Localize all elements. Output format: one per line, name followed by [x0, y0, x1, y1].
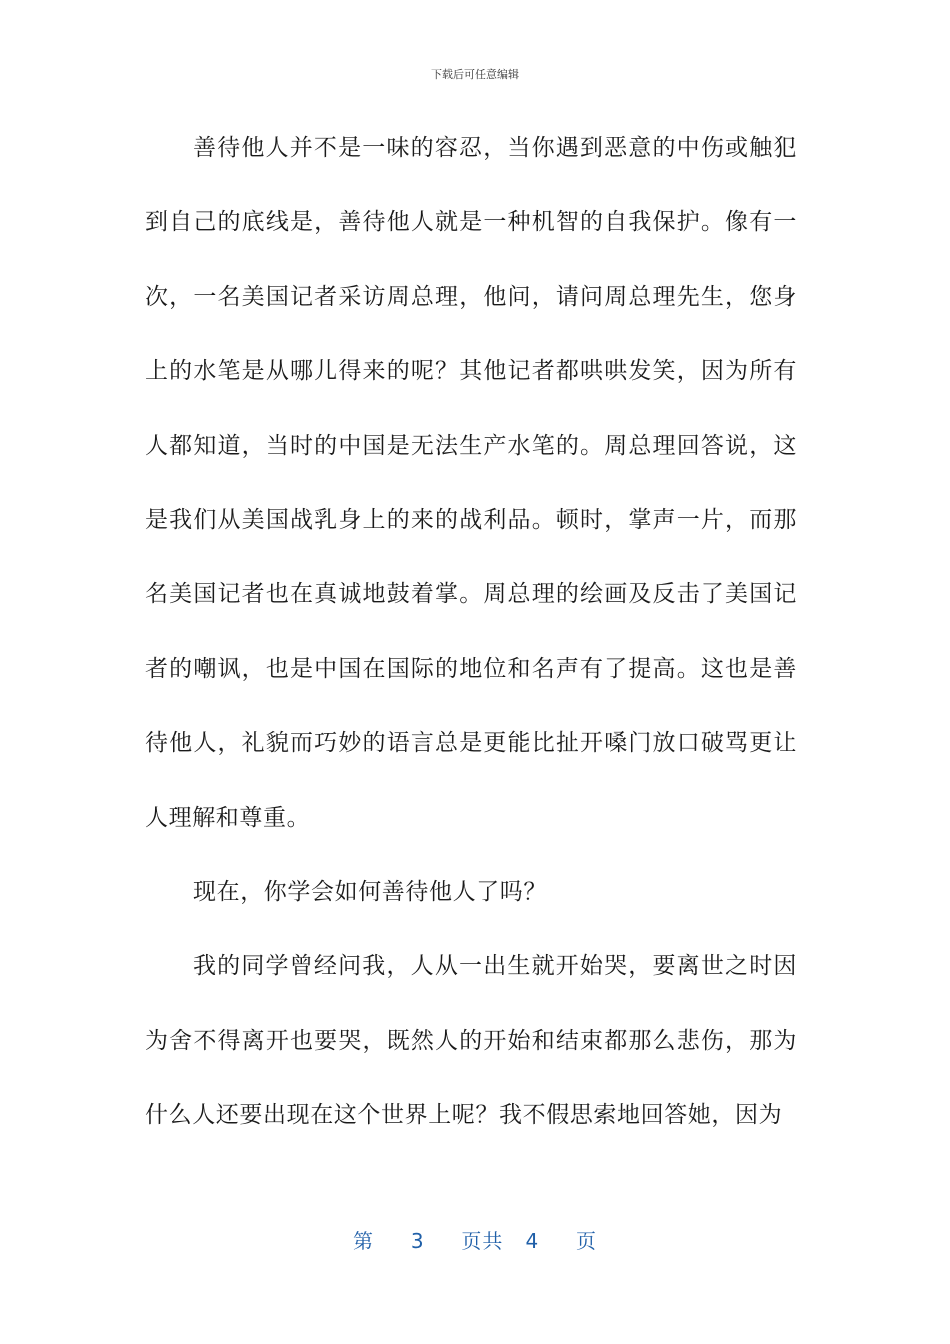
document-body	[145, 111, 797, 1153]
paragraph-2: 现在，你学会如何善待他人了吗？	[193, 879, 547, 906]
paragraph-1: 善待他人并不是一味的容忍，当你遇到恶意的中伤或触犯到自己的底线是，善待他人就是一种机智的自我保护。像有一次，一名美国记者采访周总理，他问，请问周总理先生，您身上的水笔是从哪儿得来的呢？其他记者都哄哄发笑，因为所有人都知道，当时的中国是无法生产水笔的。周总理回答说，这是我们从美国战乳身上的来的战利品。顿时，掌声一片，而那名美国记者也在真诚地鼓着掌。周总理的绘画及反击了美国记者的嘲讽，也是中国在国际的地位和名声有了提高。这也是善待他人，礼貌而巧妙的语言总是更能比扯开嗓门放口破骂更让人理解和尊重。	[145, 135, 797, 831]
page-number-footer	[0, 1225, 950, 1254]
page-header-note: 下载后可任意编辑	[431, 68, 519, 81]
footer-current-page: 3	[410, 1229, 425, 1253]
footer-suffix: 页	[575, 1229, 597, 1253]
paragraph-3: 我的同学曾经问我，人从一出生就开始哭，要离世之时因为舍不得离开也要哭，既然人的开始和结束都那么悲伤，那为什么人还要出现在这个世界上呢？我不假思索地回答她，因为	[145, 953, 797, 1129]
footer-middle: 页共	[461, 1229, 504, 1253]
footer-prefix: 第	[353, 1229, 375, 1253]
footer-total-pages: 4	[525, 1229, 540, 1253]
